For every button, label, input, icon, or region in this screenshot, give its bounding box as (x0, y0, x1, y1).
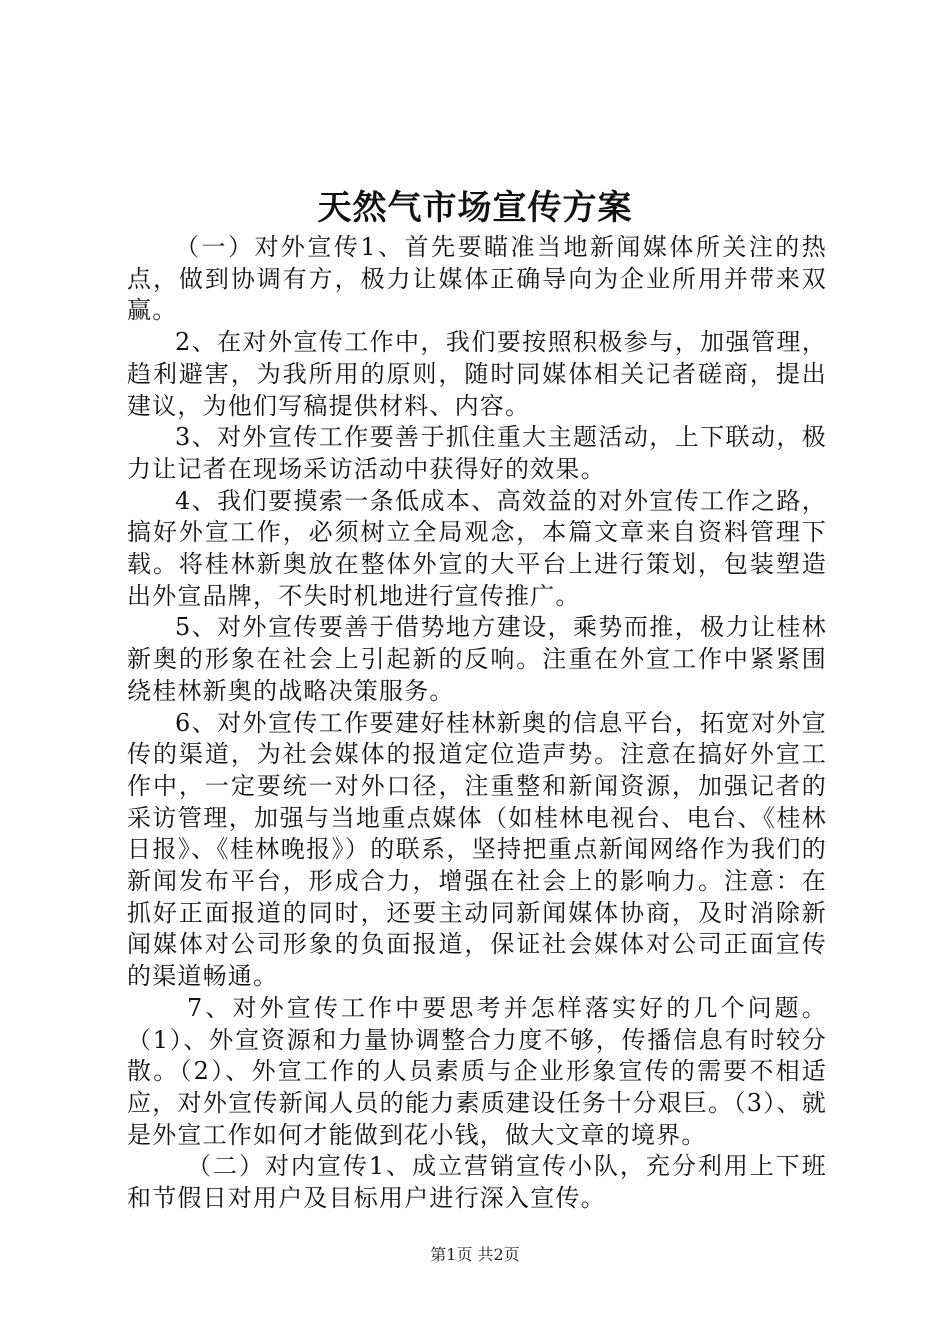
paragraph: 7、对外宣传工作中要思考并怎样落实好的几个问题。（1）、外宣资源和力量协调整合力度不够，传播信息有时较分散。（2）、外宣工作的人员素质与企业形象宣传的需要不相适应，对外宣传新闻人员的能力素质建设任务十分艰巨。（3）、就是外宣工作如何才能做到花小钱，做大文章的境界。 (127, 993, 827, 1149)
paragraph: 4、我们要摸索一条低成本、高效益的对外宣传工作之路，搞好外宣工作，必须树立全局观念，本篇文章来自资料管理下载。将桂林新奥放在整体外宣的大平台上进行策划，包装塑造出外宣品牌，不失时机地进行宣传推广。 (127, 486, 827, 610)
document-body (127, 232, 827, 1215)
paragraph: 5、对外宣传要善于借势地方建设，乘势而推，极力让桂林新奥的形象在社会上引起新的反响。注重在外宣工作中紧紧围绕桂林新奥的战略决策服务。 (127, 613, 827, 705)
paragraph: 6、对外宣传工作要建好桂林新奥的信息平台，拓宽对外宣传的渠道，为社会媒体的报道定位造声势。注意在搞好外宣工作中，一定要统一对外口径，注重整和新闻资源，加强记者的采访管理，加强与当地重点媒体（如桂林电视台、电台、《桂林日报》、《桂林晚报》）的联系，坚持把重点新闻网络作为我们的新闻发布平台，形成合力，增强在社会上的影响力。注意：在抓好正面报道的同时，还要主动同新闻媒体协商，及时消除新闻媒体对公司形象的负面报道，保证社会媒体对公司正面宣传的渠道畅通。 (127, 708, 827, 991)
page-footer: 第1页 共2页 (430, 1245, 520, 1264)
document-title: 天然气市场宣传方案 (317, 188, 633, 228)
paragraph: 2、在对外宣传工作中，我们要按照积极参与，加强管理，趋利避害，为我所用的原则，随时同媒体相关记者磋商，提出建议，为他们写稿提供材料、内容。 (127, 328, 827, 420)
paragraph: （二）对内宣传1、成立营销宣传小队，充分利用上下班和节假日对用户及目标用户进行深入宣传。 (127, 1152, 827, 1213)
paragraph: 3、对外宣传工作要善于抓住重大主题活动，上下联动，极力让记者在现场采访活动中获得好的效果。 (127, 423, 827, 483)
paragraph: （一）对外宣传1、首先要瞄准当地新闻媒体所关注的热点，做到协调有方，极力让媒体正确导向为企业所用并带来双赢。 (127, 233, 827, 325)
